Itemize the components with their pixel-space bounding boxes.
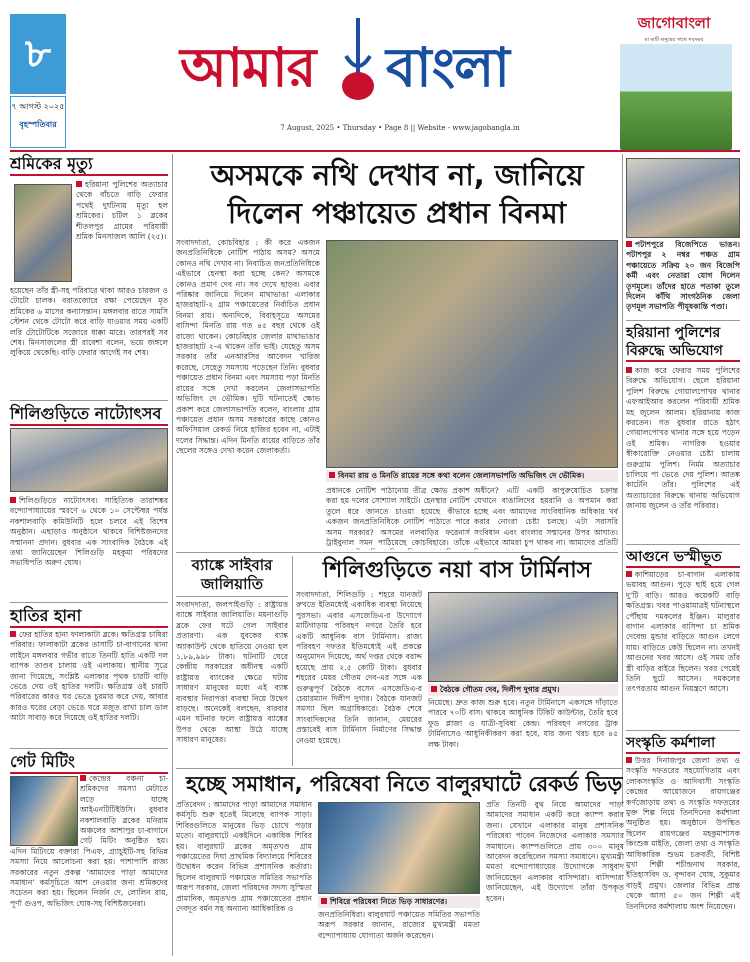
bus-terminus-text-left: সংবাদদাতা, শিলিগুড়ি : শহরে যানজট রুখতে ইতিমধ্যেই একাধিক ব্যবস্থা নিয়েছে পুরসভা। এবার এসজেডিএ-র উদ্যোগে মাটিগাড়ায় পরিবহণ নগরে তৈরি হবে একটি আধুনিক বাস টার্মিনাস। রাজ্য পরিবহণ দফতর ইতিমধ্যেই এই প্রকল্পে অনুমোদন দিয়েছে, অর্থ দপ্তর থেকে বরাদ্দ হয়েছে প্রায় ২.৫ কোটি টাকা। বুধবার শহরের মেয়র গৌতম দেব-এর সঙ্গে এক গুরুত্বপূর্ণ বৈঠকে বসেন এসজেডিএ-র চেয়ারম্যান দিলীপ দুগার। বৈঠকে যানজট সমস্যা ছিল অগ্রাধিকারে। বৈঠক শেষে সাংবাদিকদের তিনি জানান, মেয়রের প্রস্তাবেই বাস টার্মিনাস নির্মাণের সিদ্ধান্ত নেওয়া হয়েছে। bbox=[296, 590, 422, 745]
story-haryana-title: হরিয়ানা পুলিশের বিরুদ্ধে অভিযোগ bbox=[626, 324, 740, 362]
balurghat-text-right: প্রতি তিনটি বুথ নিয়ে আমাদের পাড়া আমাদের সমাধান একটি করে ক্যাম্প করার জন্য। যেখানে এলাকার মানুষ প্রশাসনিক পরিষেবা পাবেন নিজেদের এলাকার সমস্যার সমাধানে। ক্যাম্পগুলিতে প্রায় ৩০০ মানুষ আবেদন করেছিলেন সমস্যা সমাধানে। মুখ্যমন্ত্রী মমতা বন্দ্যোপাধ্যায়ের উদ্যোগকে সাধুবাদ জানিয়েছেন এলাকার বাসিন্দারা। বাসিন্দারা জানিয়েছেন, এই উদ্যোগে তাঁরা উপকৃত হবেন। bbox=[486, 800, 624, 903]
story-drama-fest-caption: শিলিগুড়িতে নাট্যোৎসব। সাহিত্যিক তারাশঙ্কর বন্দ্যোপাধ্যায়ের স্মরণে ৬ থেকে ১০ সেপ্টেম্বর পর্যন্ত নকশালবাড়ি কমিউনিটি হলে চলবে এই বিশেষ অনুষ্ঠান। এছাড়াও অনুষ্ঠানে থাকবে বিশিষ্টজনদের সম্মাননা প্রদান। বুধবার এক সাংবাদিক বৈঠকে এই তথ্য জানিয়েছেন শিলিগুড়ি মহকুমা পরিষদের সভাধিপতি অরুণ ঘোষ। bbox=[10, 496, 168, 568]
page-number: ৮ bbox=[25, 31, 51, 77]
logo-left-text: আমার bbox=[180, 36, 316, 99]
brand-tagline: মা মাটি মানুষের সাথে সবসময় bbox=[644, 37, 704, 43]
main-headline-line1: অসমকে নথি দেখাব না, জানিয়ে bbox=[210, 158, 584, 192]
story-elephant-text: ফের হাতির হানা ফালাকাটা ব্লকে। ক্ষতিগ্রস্ত চাষিরা পরিবার। ফালাকাটা ব্লকের তাসাটি চা-বাগানের থানা লাইনে মঙ্গলবার গভীর রাতে তিনটি হাতি একটি দল ব্যাপক তাণ্ডব চালায় ওই এলাকায়। স্থানীয় সূত্রে জানা গিয়েছে, সংশ্লিষ্ট এলাকার পৃথক চারটি বাড়ি ভেঙে দেয় ওই হাতির দলটি। ক্ষতিগ্রস্ত ওই চারটি পরিবারের কারও ঘর ভেঙে চুরমার করে দেয়, আবার কারও ঘরের বেড়া ভেঙে ঘরে মজুত রাখা চাল ডাল আটা সাবাড় করে দিয়েছে ওই হাতির দলটি। bbox=[10, 630, 168, 723]
left-column bbox=[10, 154, 168, 956]
balurghat-caption: শিবিরে পরিষেবা নিতে ভিড় সাধারণের। bbox=[318, 896, 480, 908]
bank-cyber-story bbox=[176, 556, 288, 766]
story-culture-title: সংস্কৃতি কর্মশালা bbox=[626, 734, 740, 754]
main-headline-line2: দিলেন পঞ্চায়েত প্রধান বিনমা bbox=[227, 196, 567, 230]
brand-block bbox=[610, 12, 738, 152]
story-gate-meeting-title: গেট মিটিং bbox=[10, 752, 168, 774]
story-gate-meeting-text: কেন্দ্রের বঞ্চনা চা-শ্রমিকদের সমস্যা মেটাতে লড়ে যাচ্ছে আইএনটিটিইউসি। বুধবার নকশালবাড়ি ব্লকের মনিরাম অঞ্চলের আশাপুর চা-বাগানে গেট মিটিং অনুষ্ঠিত হয়। এদিন মিটিংয়ে বক্তারা পিএফ, গ্র্যাচুইটি-সহ বিভিন্ন সমস্যা নিয়ে আলোচনা করা হয়। পাশাপাশি রাজ্য সরকারের নতুন প্রকল্প ‘আমাদের পাড়া আমাদের সমাধান’ কর্মসূচিতে আশ নেওয়ার জন্য শ্রমিকদের সচেতন করা হয়। ছিলেন নির্জন দে, লোলিন রায়, পূর্ণা গুওপ, অভিজিৎ ঘোষ-সহ বিশিষ্টজনেরা। bbox=[10, 774, 168, 908]
worker-photo bbox=[14, 184, 72, 282]
main-story-text-under1: প্রধানকে নোটিশ পাঠানোয় তীব্র ক্ষোভ প্রকাশ করা হয় দলের সোশ্যাল সাইটে। হেনস্থার নোটিশ তুলে ধরে জানতে চাওয়া হয়েছে কীভাবে একজন জনপ্রতিনিধিকে নোটিশ পাঠাতে পারে অসম সরকার? অসমের নলবাড়ির ফরেনার্স ট্রাইবুনাল সমন পাঠিয়েছে কোচবিহারে। তাঁকে bbox=[326, 486, 470, 548]
main-story bbox=[176, 156, 618, 550]
logo bbox=[180, 22, 580, 108]
brand-illustration bbox=[620, 44, 732, 150]
story-worker-death-text-top: হরিয়ানা পুলিশের অত্যাচার থেকে বাঁচতে বাড়ি ফেরার পথেই দুর্ঘটনায় মৃত্যু হল শ্রমিকের। চটিল ১ ব্লকের শীতলপুর গ্রামের পরিযায়ী শ্রমিক মিনসাজল আলি (২৫)। bbox=[76, 180, 168, 242]
bus-terminus-headline: শিলিগুড়িতে নয়া বাস টার্মিনাস bbox=[322, 558, 592, 583]
story-haryana-text: কাজ করে ফেরার সময় পুলিশের বিরুদ্ধে অভিযোগ। ছেলে হরিয়ানা পুলিশ বিরুদ্ধে গোয়ালপোখর থানার এফআইআর করলেন পরিযায়ী শ্রমিক মহ জুলেন আলম। হরিয়ানায় কাজ করতেন। গত বুধবার রাতে হঠাৎ গোয়ালপোখর থানার সঙ্গে হয়ে পড়েন ওই শ্রমিক। নাগরিক হওয়ার স্বীকারোক্তি নেওয়ার চেষ্টা চালায় গুরুগ্রাম পুলিশ। নির্মম অত্যাচার চালিয়ে পা ভেঙে দেয় পুলিশ। আতঙ্ক কাটেনি তাঁর। পুলিশের এই অত্যাচারের বিরুদ্ধে থানায় অভিযোগ জানায় জুলেন ও তাঁর পরিবার। bbox=[626, 366, 740, 511]
right-top-caption: পটাশপুরে বিজেপিতে ভাঙন। পটাশপুর ২ নম্বর পঞ্চত গ্রাম পঞ্চায়েতে সক্রিয় ২০ জন বিজেপি কর্মী এবং নেতারা যোগ দিলেন তৃণমূলে। তাঁদের হাতে পতাকা তুলে দিলেন কাঁথি সাংগঠনিক জেলা তৃণমূল সভাপতি পীযূষকান্তি পণ্ডা। bbox=[626, 240, 740, 312]
story-elephant-title: হাতির হানা bbox=[10, 606, 168, 628]
ektara-icon bbox=[328, 16, 388, 106]
date-box bbox=[10, 96, 66, 148]
balurghat-text-mid: জনপ্রতিনিধিরা। বালুরঘাট পঞ্চায়েত সমিতির সভাপতি অরূপ সরকার জানান, রাজ্যের মুখ্যমন্ত্রী মমতা বন্দ্যোপাধ্যায় যোগ্যতা অর্জন করেছেন। bbox=[318, 910, 480, 940]
brand-name: জাগোবাংলা bbox=[637, 14, 711, 32]
balurghat-photo bbox=[318, 802, 480, 894]
story-culture-text: উত্তর দিনাজপুর জেলা তথ্য ও সংস্কৃতি দফতরের সহযোগিতায় এবং লোকসংস্কৃতি ও আদিবাসী সংস্কৃতি কেন্দ্রের আয়োজনে রায়গঞ্জের কর্ণজোড়ায় তথ্য ও সংস্কৃতি দফতরের মুক্ত শিল্প নিয়ে তিনদিনের কর্মশালা অনুষ্ঠিত হয়। অনুষ্ঠানে উপস্থিত ছিলেন রায়গঞ্জের মহকুমাশাসক কিংশুক মাইতি, জেলা তথ্য ও সংস্কৃতি আধিকারিক শুভম চক্রবর্তী, বিশিষ্ট মুখা শিল্পী শচীন্দ্রনাথ সরকার, ইতিহাসবিদ ড. বৃন্দাবন ঘোষ, সুকুমার বাড়ই প্রমুখ। জেলার বিভিন্ন প্রান্ত থেকে আসা ৫০ জন শিল্পী এই তিনদিনের কর্মশালায় অংশ নিয়েছেন। bbox=[626, 756, 740, 911]
drama-fest-photo bbox=[10, 428, 168, 492]
bus-terminus-caption: বৈঠকে গৌতম দেব, দিলীপ দুগার প্রমুখ। bbox=[428, 684, 618, 696]
story-fire-text: কাশিয়াড়ের চা-বাগান এলাকায় ভয়াবহ আগুন। পুড়ে ছাই হয়ে গেল দু'টি বাড়ি। আরও কয়েকটি বাড়ি ক্ষতিগ্রস্ত। খবর পাওয়ামাত্রই ঘটনাস্থলে পৌঁছায় দমকলের ইঞ্জিন। মালুরার বাগান এলাকার বাসিন্দা চা শ্রমিক দেবেন্দ্র মুন্ডার বাড়িতে আগুন লেগে যায়। বাড়িতে কেউ ছিলেন না। তখনই আগুনের খবর আসে। ওই সময় তাঁর স্ত্রী বাড়ির বাইরে ছিলেন। খবর পেয়েই তিনি ছুটে আসেন। দমকলের তৎপরতায় আগুন নিয়ন্ত্রণে আসে। bbox=[626, 570, 740, 694]
story-fire-title: আগুনে ভস্মীভূত bbox=[626, 548, 740, 568]
bank-cyber-headline: ব্যাঙ্কে সাইবার জালিয়াতি bbox=[176, 556, 288, 597]
main-story-text-under2: অধীনে? এটি একটি কাপুরুষোচিত চক্রান্ত যেখানে বাঙালিদের হয়রানি ও অপমান করা হচ্ছে এবং আমাদের সাংবিধানিক অধিকার খর্ব করার নোংরা চেষ্টা চলছে। এটা সরাসরি সংবিধান এবং বাংলার সম্মানের উপর আঘাত। এইভাবে আমরা চুপ থাকব না। আমাদের প্রতিটি bbox=[474, 486, 618, 548]
bus-terminus-photo bbox=[428, 592, 618, 682]
story-worker-death-text-bottom: হয়েছেন তাঁর স্ত্রী-সহ পরিবারে থাকা আরও চারজন ও টোটো চালক। বরাতজোরে রক্ষা পেয়েছেন মৃত শ্রমিকের ৬ মাসের কন্যাসন্তান। মঙ্গলবার রাতে সামসি স্টেশন থেকে টোটো করে বাড়ি যাওয়ার সময় একটি লরি টোটোটিকে সজোরে ধাক্কা মারে। তারপরই সব শেষ। মিনসাজলের স্ত্রী রাবেশা বলেন, ভয়ে জঙ্গলে লুকিয়ে থেকেছি। বাড়ি ফেরার আগেই সব শেষ। bbox=[10, 286, 168, 358]
balurghat-headline: হচ্ছে সমাধান, পরিষেবা নিতে বালুরঘাটে রেকর্ড ভিড় bbox=[186, 772, 623, 796]
right-column bbox=[626, 154, 740, 911]
main-story-text-col1: সংবাদদাতা, কোচবিহার : কী করে একজন জনপ্রতিনিধিকে নোটিশ পাঠায় অসম? অসমে কোনও নথি দেখাব না। নিবাচিত জনপ্রতিনিধিকে এইভাবে হেনস্থা করা হচ্ছে কেন? অসমকে কোনও প্রমাণ দেব না। সব দেখে ছাড়ব। এবার পরিষ্কার জানিয়ে দিলেন মাথাভাঙা এলাকার হাজরাহাট-২ গ্রাম পঞ্চায়েতের নির্বাচিত প্রধান বিনমা রায়। অন্যদিকে, বিবাহসূত্রে অসমের বাসিন্দা মিনতি রায় গত ৪৫ বছর থেকে ওই রাজ্যে থাকেন। কোচবিহার জেলার মাথাভাঙার হাজরাহাট ২-এ থাকেন তাঁর ভাই। যেহেতু অসম সরকার তাঁর এনআরসির আবেদন খারিজ করেছে, সেহেতু সমস্যায় পড়েছেন তিনি। বুধবার পঞ্চায়েত প্রধান বিনমা এবং সমস্যায় পড়া মিনতি রায়ের সঙ্গে দেখা করলেন জেলাসভাপতি অভিজিৎ দে ভৌমিক। দুটি ঘটনাতেই ক্ষোভ প্রকাশ করে জেলাসভাপতি বলেন, বাংলার গ্রাম পঞ্চায়েত প্রধান অসম সরকারের কাছে কোনও অফিসিয়াল রেকর্ড নিয়ে হাজির হবেন না, এটাই দলের সিদ্ধান্ত। এদিন মিনতি রায়ের বাড়িতে তাঁর ছেলের সঙ্গেও দেখা করেন জেলাকর্তা। bbox=[176, 238, 320, 456]
page-number-box bbox=[10, 14, 66, 94]
main-story-photo bbox=[326, 240, 618, 468]
bus-terminus-text-under: নিয়েছে। দ্রুত কাজ শুরু হবে। নতুন টার্মিনাসে একসঙ্গে দাঁড়াতে পারবে ৭০টি বাস। থাকবে আধুনিক টিকিট কাউন্টার, তৈরি হবে ফুড প্লাজা ও যাত্রী-সুবিধা কেন্দ্র। পরিবহণ নগরের ট্রাক টার্মিনাসেও আধুনিকীকরণ করা হবে, যার জন্য খরচ হবে ৪৫ লক্ষ টাকা। bbox=[428, 698, 618, 749]
balurghat-text-left: প্রতিবেদন : আমাদের পাড়া আমাদের সমাধান কর্মসূচি শুরু হতেই মিলেছে ব্যাপক সাড়া। শিবিরগুলিতে মানুষের ভিড় চোখে পড়ার মতো। বালুরঘাটে একইদিনে একাধিক শিবির হয়। বালুরঘাট ব্লকের অমৃতখণ্ড গ্রাম পঞ্চায়েতের দিঘা প্রাথমিক বিদ্যালয়ে শিবিরের উদ্বোধন করেন বিভিন্ন প্রশাসনিক কর্তারা। ছিলেন বালুরঘাট পঞ্চায়েত সমিতির সভাপতি অরূপ সরকার, জেলা পরিষদের সদস্য সুস্মিতা প্রামানিক, অমৃতখণ্ড গ্রাম পঞ্চায়েতের প্রধান দেবদূত বর্মন সহ অন্যান্য আধিকারিক ও bbox=[176, 800, 312, 914]
issue-date: ৭ আগস্ট ২০২৫ bbox=[11, 102, 65, 111]
main-story-caption: বিনমা রায় ও মিনতি রায়ের সঙ্গে কথা বলেন জেলাসভাপতি অভিজিৎ দে ভৌমিক। bbox=[326, 470, 618, 482]
balurghat-story bbox=[176, 770, 740, 956]
bank-cyber-text: সংবাদদাতা, জলপাইগুড়ি : রাষ্ট্রায়ত্ত ব্যাঙ্কে সাইবার জালিয়াতি। ময়নাগুড়ি ব্লকে ফের ঘটে গেল সাইবার প্রতারণা। এক যুবকের ব্যাঙ্ক অ্যাকাউন্ট থেকে হাতিয়ে নেওয়া হল ১,৮৯,৯৯৮ টাকা। ঘটনাটি ঘেরে কেন্দ্রীয় সরকারের অধীনস্থ একটি রাষ্ট্রায়ত্ত ব্যাংকের ক্ষেত্রে ঘটায় সাধারণ মানুষের মধ্যে এই ব্যাঙ্ক ব্যবস্থার নিরাপত্তা ব্যবস্থা নিয়ে উদ্বেগ বাড়ছে। অনেকেই বলছেন, বারবার এমন ঘটনার ফলে রাষ্ট্রায়ত্ত ব্যাঙ্কের উপর থেকে আস্থা উঠে যাচ্ছে সাধারণ মানুষের। bbox=[176, 600, 288, 745]
bus-terminus-story bbox=[296, 556, 618, 766]
logo-right-text: বাংলা bbox=[386, 36, 509, 99]
right-top-photo bbox=[626, 158, 740, 238]
story-worker-death-title: শ্রমিকের মৃত্যু bbox=[10, 154, 168, 176]
masthead-info-line: 7 August, 2025 • Thursday • Page 8 || Website - www.jagobangla.in bbox=[280, 124, 520, 132]
story-drama-fest-title: শিলিগুড়িতে নাট্যোৎসব bbox=[10, 404, 168, 426]
issue-weekday: বৃহস্পতিবার bbox=[19, 120, 57, 129]
